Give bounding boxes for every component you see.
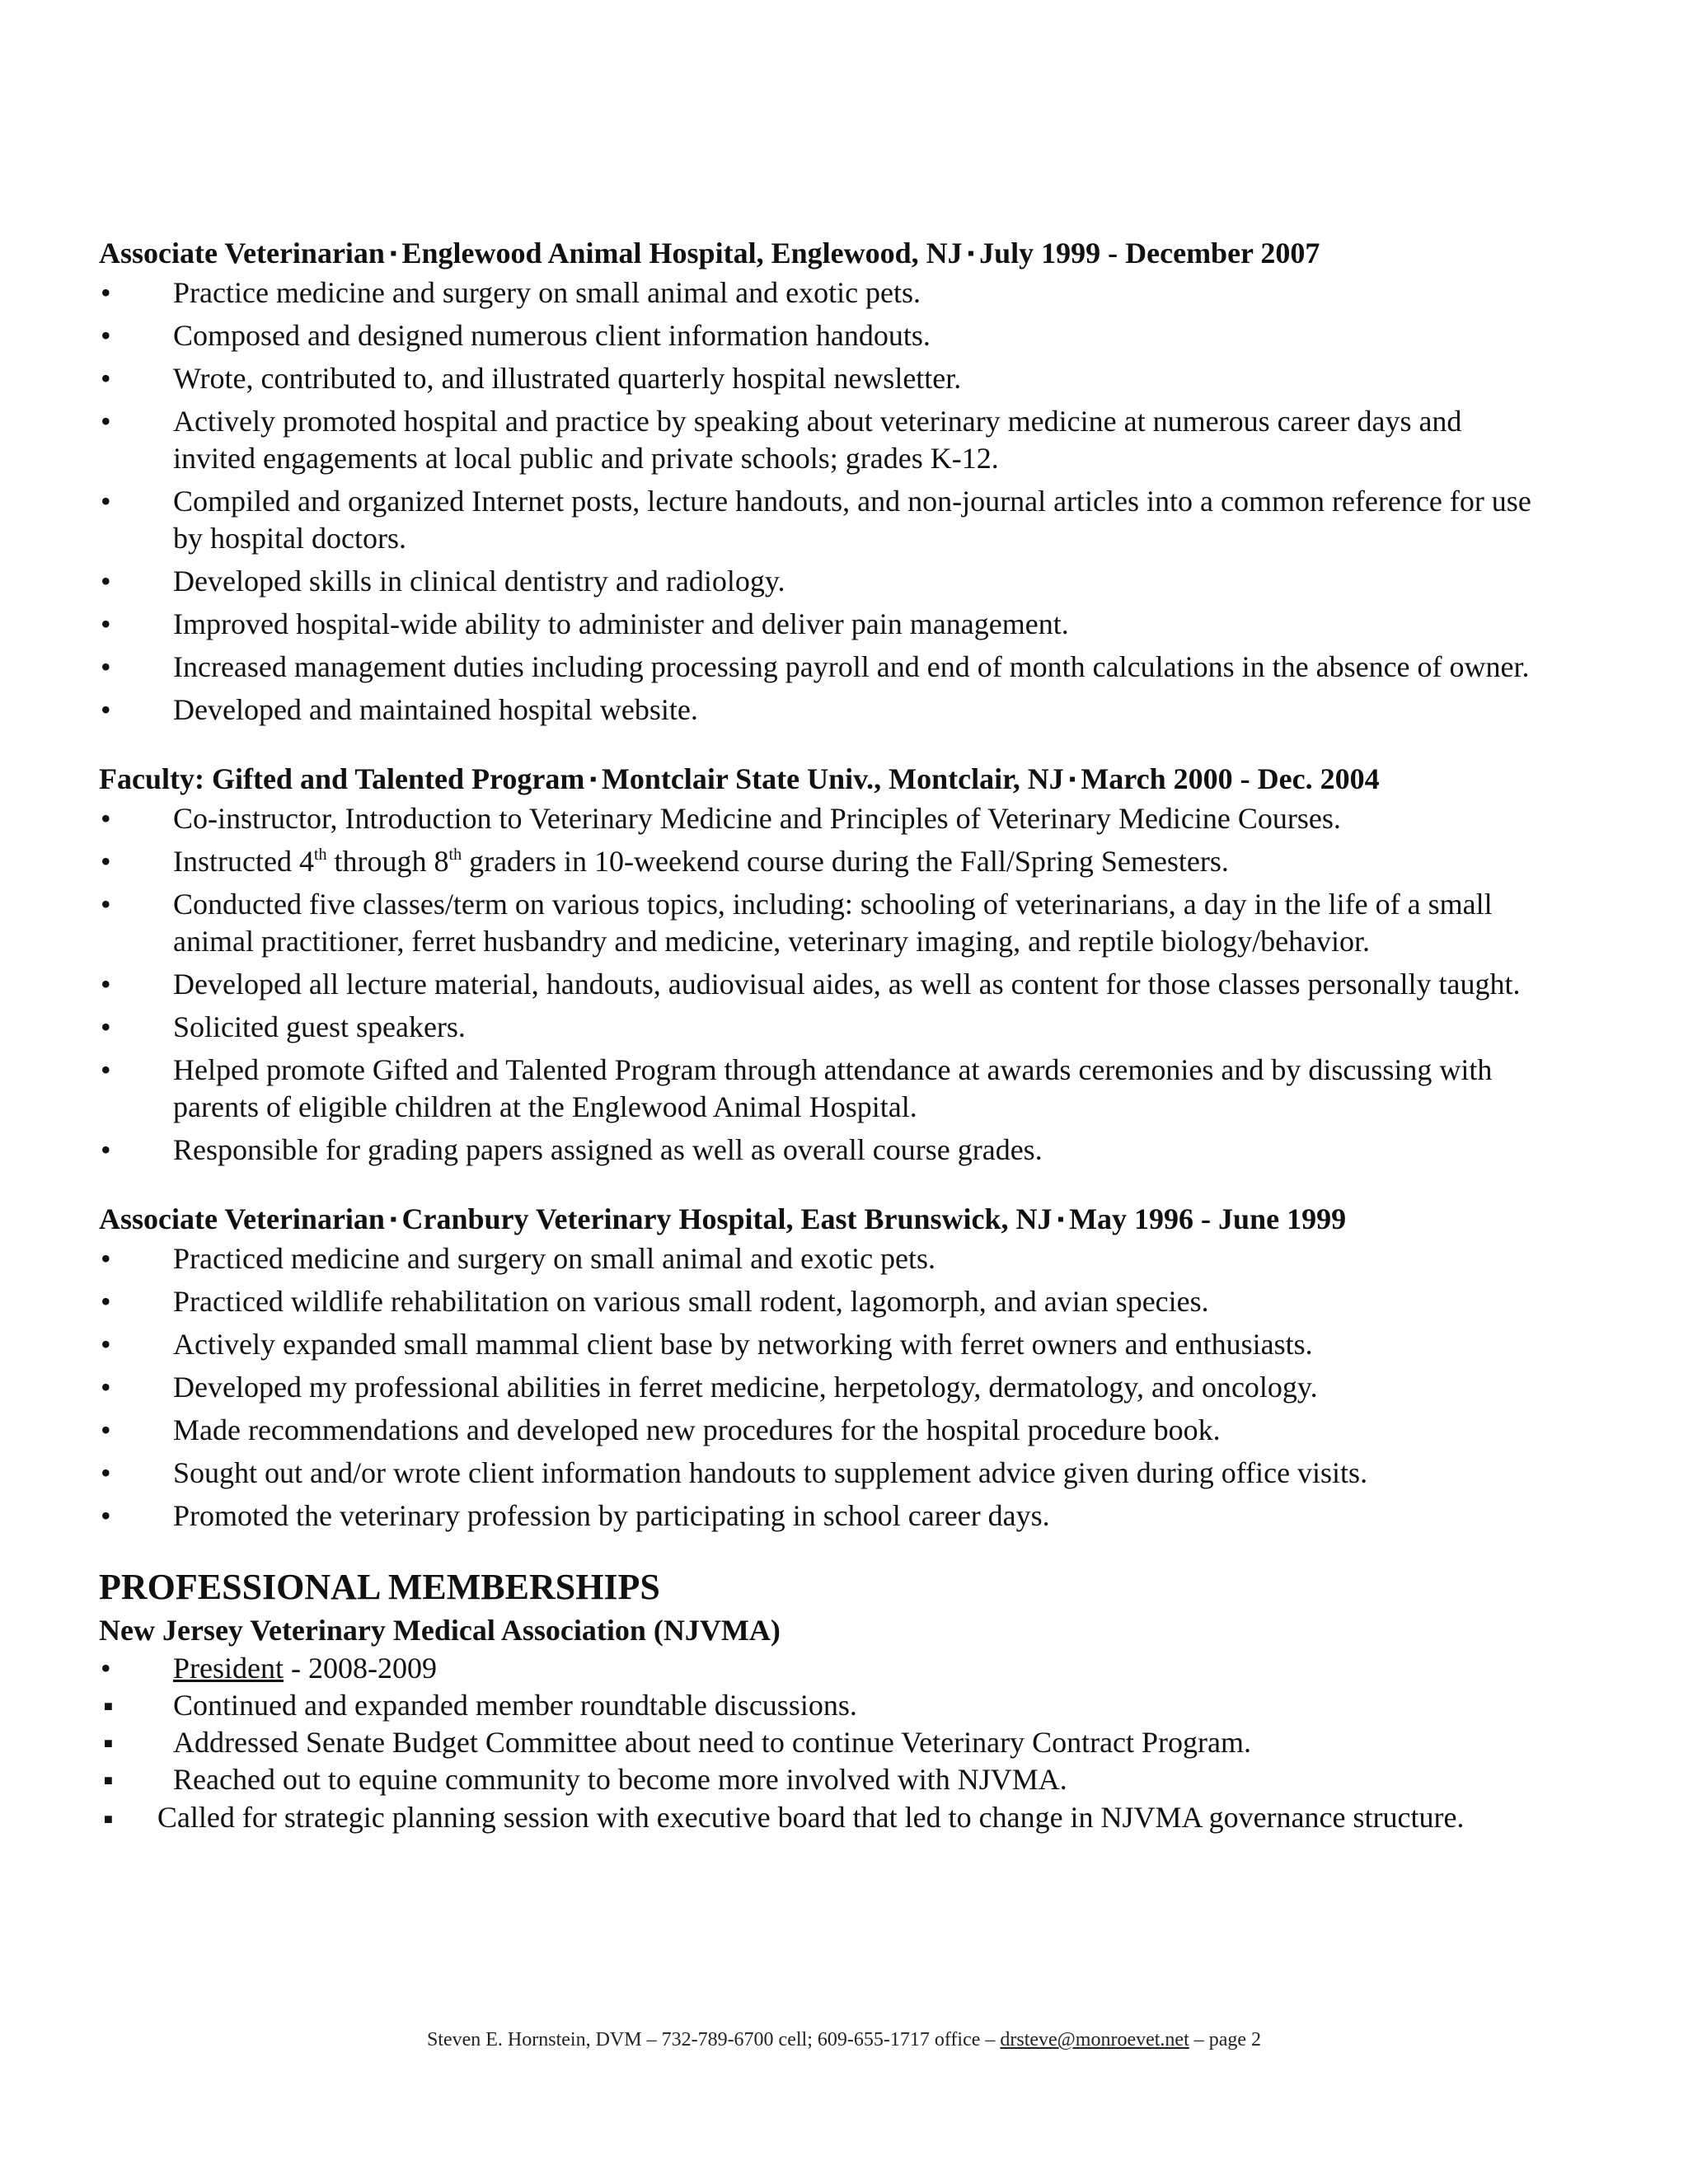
bullet-icon: • bbox=[101, 1328, 111, 1361]
membership-role-list bbox=[99, 1650, 1550, 1687]
list-item bbox=[99, 317, 1550, 354]
list-item bbox=[99, 843, 1550, 880]
bullet-icon: • bbox=[101, 650, 111, 683]
separator-icon: ▪ bbox=[589, 769, 597, 790]
separator-icon: ▪ bbox=[1057, 1209, 1065, 1230]
job-bullets bbox=[99, 274, 1550, 729]
job-title: Faculty: Gifted and Talented Program bbox=[99, 762, 585, 795]
square-bullet-icon: ■ bbox=[104, 1772, 113, 1788]
job-org: Montclair State Univ., Montclair, NJ bbox=[601, 762, 1064, 795]
list-item bbox=[99, 403, 1550, 477]
bullet-text: Developed all lecture material, handouts, audiovisual aides, as well as content for those classes personally taught. bbox=[173, 968, 1521, 1001]
membership-org-title: New Jersey Veterinary Medical Association (NJVMA) bbox=[99, 1614, 781, 1647]
bullet-icon: • bbox=[101, 1413, 111, 1446]
resume-content bbox=[99, 232, 1550, 1839]
square-bullet-icon: ■ bbox=[104, 1735, 113, 1751]
job-header bbox=[99, 1198, 1550, 1240]
bullet-icon: • bbox=[101, 888, 111, 921]
list-item bbox=[99, 483, 1550, 557]
bullet-text: Reached out to equine community to become more involved with NJVMA. bbox=[173, 1763, 1067, 1796]
bullet-text: Developed and maintained hospital website. bbox=[173, 693, 698, 726]
list-item bbox=[99, 800, 1550, 837]
bullet-text: Practiced medicine and surgery on small animal and exotic pets. bbox=[173, 1242, 936, 1275]
list-item bbox=[99, 1798, 1550, 1839]
bullet-icon: • bbox=[101, 276, 111, 309]
job-cranbury bbox=[99, 1198, 1550, 1535]
bullet-text: Practiced wildlife rehabilitation on various small rodent, lagomorph, and avian species. bbox=[173, 1285, 1209, 1318]
list-item bbox=[99, 1326, 1550, 1363]
bullet-text: Developed skills in clinical dentistry and radiology. bbox=[173, 565, 785, 598]
job-dates: July 1999 - December 2007 bbox=[979, 237, 1320, 269]
list-item bbox=[99, 1455, 1550, 1492]
bullet-icon: • bbox=[101, 565, 111, 598]
bullet-text: Solicited guest speakers. bbox=[173, 1010, 466, 1043]
bullet-text: Continued and expanded member roundtable discussions. bbox=[173, 1689, 857, 1722]
bullet-text-part: Instructed 4 bbox=[173, 845, 314, 878]
bullet-icon: • bbox=[101, 1133, 111, 1166]
job-header bbox=[99, 232, 1550, 274]
separator-icon: ▪ bbox=[967, 243, 975, 265]
bullet-icon: • bbox=[101, 693, 111, 726]
job-org: Cranbury Veterinary Hospital, East Brunswick, NJ bbox=[401, 1202, 1053, 1235]
job-dates: May 1996 - June 1999 bbox=[1069, 1202, 1347, 1235]
bullet-icon: • bbox=[101, 1053, 111, 1086]
list-item bbox=[99, 1724, 1550, 1761]
list-item bbox=[99, 1009, 1550, 1046]
bullet-text: Helped promote Gifted and Talented Program through attendance at awards ceremonies and by discussing with parents of eligible children at the Englewood Animal Hospital. bbox=[173, 1053, 1493, 1123]
list-item bbox=[99, 1283, 1550, 1320]
bullet-icon: • bbox=[101, 968, 111, 1001]
bullet-text: Compiled and organized Internet posts, lecture handouts, and non-journal articles into a common reference for use by hospital doctors. bbox=[173, 485, 1531, 555]
list-item bbox=[99, 360, 1550, 397]
list-item bbox=[99, 1412, 1550, 1449]
list-item bbox=[99, 606, 1550, 643]
list-item bbox=[99, 966, 1550, 1003]
bullet-text: Conducted five classes/term on various topics, including: schooling of veterinarians, a day in the life of a small animal practitioner, ferret husbandry and medicine, veterinary imaging, and reptile biology/behavior. bbox=[173, 888, 1493, 958]
list-item bbox=[99, 1240, 1550, 1277]
bullet-text: Promoted the veterinary profession by participating in school career days. bbox=[173, 1499, 1050, 1532]
bullet-icon: • bbox=[101, 1010, 111, 1043]
bullet-text: Addressed Senate Budget Committee about need to continue Veterinary Contract Program. bbox=[173, 1726, 1252, 1759]
job-dates: March 2000 - Dec. 2004 bbox=[1081, 762, 1380, 795]
page-footer bbox=[0, 2027, 1688, 2052]
bullet-text-part: graders in 10-weekend course during the Fall/Spring Semesters. bbox=[462, 845, 1229, 878]
job-montclair bbox=[99, 758, 1550, 1169]
membership-role-years: - 2008-2009 bbox=[283, 1652, 437, 1685]
separator-icon: ▪ bbox=[389, 243, 397, 265]
bullet-icon: • bbox=[101, 485, 111, 518]
bullet-icon: • bbox=[101, 1371, 111, 1404]
bullet-text-part: through 8 bbox=[326, 845, 449, 878]
job-org: Englewood Animal Hospital, Englewood, NJ bbox=[401, 237, 963, 269]
list-item bbox=[99, 1369, 1550, 1406]
bullet-text bbox=[173, 845, 1229, 878]
bullet-text: Composed and designed numerous client information handouts. bbox=[173, 319, 931, 352]
square-bullet-icon: ■ bbox=[104, 1698, 113, 1714]
bullet-icon: • bbox=[101, 802, 111, 835]
list-item bbox=[99, 649, 1550, 686]
bullet-text: Improved hospital-wide ability to administer and deliver pain management. bbox=[173, 607, 1069, 640]
bullet-icon: • bbox=[101, 1499, 111, 1532]
bullet-icon: • bbox=[101, 845, 111, 878]
ordinal-suffix: th bbox=[313, 846, 327, 864]
list-item bbox=[99, 886, 1550, 960]
bullet-text: Made recommendations and developed new procedures for the hospital procedure book. bbox=[173, 1413, 1221, 1446]
bullet-icon: • bbox=[101, 1285, 111, 1318]
bullet-text: Practice medicine and surgery on small animal and exotic pets. bbox=[173, 276, 921, 309]
list-item bbox=[99, 1132, 1550, 1169]
list-item bbox=[99, 1497, 1550, 1535]
bullet-icon: • bbox=[101, 1456, 111, 1489]
list-item bbox=[99, 691, 1550, 729]
list-item bbox=[99, 1687, 1550, 1724]
ordinal-suffix: th bbox=[448, 846, 462, 864]
bullet-icon: • bbox=[101, 1242, 111, 1275]
list-item bbox=[99, 563, 1550, 600]
bullet-text: Increased management duties including processing payroll and end of month calculations in the absence of owner. bbox=[173, 650, 1530, 683]
bullet-icon: • bbox=[101, 405, 111, 438]
bullet-text: Co-instructor, Introduction to Veterinary Medicine and Principles of Veterinary Medicine Courses. bbox=[173, 802, 1341, 835]
bullet-text: Responsible for grading papers assigned as well as overall course grades. bbox=[173, 1133, 1043, 1166]
separator-icon: ▪ bbox=[1068, 769, 1076, 790]
membership-items bbox=[99, 1687, 1550, 1798]
bullet-text: Sought out and/or wrote client information handouts to supplement advice given during office visits. bbox=[173, 1456, 1368, 1489]
footer-contact: Steven E. Hornstein, DVM – 732-789-6700 cell; 609-655-1717 office – bbox=[426, 2029, 1001, 2050]
bullet-text: Called for strategic planning session with executive board that led to change in NJVMA governance structure. bbox=[157, 1801, 1465, 1834]
bullet-icon: • bbox=[101, 362, 111, 395]
job-bullets bbox=[99, 1240, 1550, 1535]
bullet-text: Developed my professional abilities in ferret medicine, herpetology, dermatology, and oncology. bbox=[173, 1371, 1318, 1404]
job-title: Associate Veterinarian bbox=[99, 1202, 385, 1235]
bullet-icon: • bbox=[101, 319, 111, 352]
job-header bbox=[99, 758, 1550, 800]
list-item bbox=[99, 1052, 1550, 1126]
footer-page-number: – page 2 bbox=[1189, 2029, 1262, 2050]
membership-role: President bbox=[173, 1652, 284, 1685]
section-title-memberships: PROFESSIONAL MEMBERSHIPS bbox=[99, 1567, 660, 1607]
bullet-text: Actively expanded small mammal client base by networking with ferret owners and enthusiasts. bbox=[173, 1328, 1313, 1361]
list-item bbox=[99, 1650, 1550, 1687]
list-item bbox=[99, 1761, 1550, 1798]
list-item bbox=[99, 274, 1550, 312]
bullet-icon: • bbox=[101, 1652, 111, 1685]
job-title: Associate Veterinarian bbox=[99, 237, 385, 269]
job-englewood bbox=[99, 232, 1550, 729]
bullet-text: Wrote, contributed to, and illustrated quarterly hospital newsletter. bbox=[173, 362, 962, 395]
bullet-icon: • bbox=[101, 607, 111, 640]
square-bullet-icon: ■ bbox=[104, 1811, 113, 1827]
bullet-text: Actively promoted hospital and practice by speaking about veterinary medicine at numerous career days and invited engagements at local public and private schools; grades K-12. bbox=[173, 405, 1462, 475]
footer-email-link[interactable]: drsteve@monroevet.net bbox=[1000, 2029, 1189, 2050]
job-bullets bbox=[99, 800, 1550, 1169]
separator-icon: ▪ bbox=[389, 1209, 397, 1230]
